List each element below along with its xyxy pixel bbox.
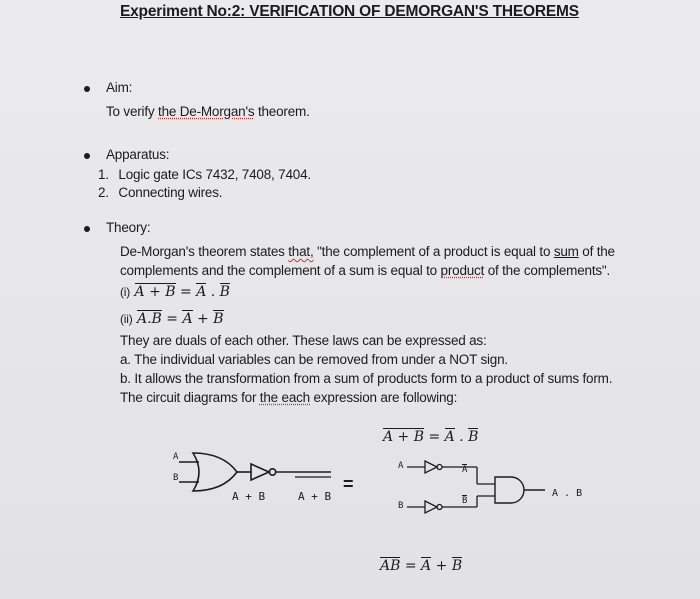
- diagram-heading-eq: =: [424, 429, 445, 445]
- theory-line-2: [120, 263, 610, 278]
- eq1-eq: =: [175, 284, 197, 300]
- eq1-r2: B: [219, 284, 230, 300]
- bullet-aim: [84, 86, 90, 92]
- apparatus-item-num: 2.: [98, 185, 109, 200]
- eq1-r1: A: [196, 284, 207, 300]
- page-title: Experiment No:2: VERIFICATION OF DEMORGAN'S THEOREMS: [120, 3, 579, 20]
- eq2-r2: B: [213, 311, 224, 327]
- diagram-heading-dot: .: [454, 429, 469, 445]
- theory-line-6: [120, 390, 457, 405]
- final-output-label: A . B: [552, 488, 583, 499]
- inverter-b-output-text: B: [462, 496, 468, 506]
- inverter-a-output-text: A: [462, 465, 468, 475]
- bottom-eq: =: [400, 558, 422, 574]
- diagram-heading-r2: B: [468, 429, 479, 445]
- theory-line2-c: of the complements".: [484, 263, 611, 278]
- bottom-plus: +: [431, 558, 452, 574]
- theory-heading: Theory:: [106, 220, 151, 235]
- inverter-a-output-label: [462, 465, 467, 475]
- eq2-label: (ii): [120, 312, 133, 326]
- not-gate-a: [407, 461, 495, 484]
- aim-text-suffix: theorem.: [254, 104, 310, 119]
- aim-text: [106, 104, 310, 119]
- not-gate: [251, 464, 331, 480]
- not-output-label: A + B: [298, 490, 332, 503]
- theory-line-3: They are duals of each other. These laws can be expressed as:: [120, 333, 487, 348]
- theory-line6-a: The circuit diagrams for: [120, 390, 260, 405]
- apparatus-item-1: [98, 167, 311, 182]
- theory-line6-b: the each: [259, 390, 310, 405]
- eq1-dot: .: [206, 284, 220, 300]
- inverter-b-output-label: [462, 496, 467, 506]
- diagram-heading-r1: A: [444, 429, 455, 445]
- theory-line2-b: product: [440, 263, 485, 278]
- apparatus-item-num: 1.: [98, 167, 109, 182]
- diagram-equals-sign: =: [343, 474, 354, 494]
- bottom-r1: A: [421, 558, 432, 574]
- eq1-label: (i): [120, 285, 131, 299]
- left-input-a-label: A: [173, 452, 179, 462]
- eq2-lhs: A.B: [136, 311, 162, 327]
- theory-line-5: b. It allows the transformation from a sum of products form to a product of sums form.: [120, 371, 613, 386]
- diagram-heading-equation: [383, 428, 478, 446]
- aim-text-prefix: To verify: [106, 104, 159, 119]
- eq2-r1: A: [182, 311, 193, 327]
- bullet-theory: [84, 226, 90, 232]
- equation-2: [120, 310, 224, 328]
- theory-line6-c: expression are following:: [310, 390, 458, 405]
- aim-heading: Aim:: [106, 80, 133, 95]
- right-input-b-label: B: [398, 501, 404, 511]
- theory-line2-a: complements and the complement of a sum is equal to: [120, 263, 441, 278]
- bottom-lhs: AB: [380, 558, 401, 574]
- bottom-r2: B: [451, 558, 463, 574]
- theory-line1-d: sum: [553, 244, 579, 259]
- apparatus-item-2: [98, 185, 222, 200]
- left-input-b-label: B: [173, 473, 179, 483]
- diagram-heading-lhs: A + B: [383, 429, 425, 445]
- apparatus-item-text: Connecting wires.: [118, 185, 223, 200]
- bullet-apparatus: [84, 153, 90, 159]
- eq2-eq: =: [161, 311, 183, 327]
- right-input-a-label: A: [398, 461, 404, 471]
- bottom-equation: [380, 557, 462, 575]
- or-gate: [179, 453, 251, 491]
- theory-line-1: [120, 244, 615, 259]
- not-gate-b: [407, 496, 495, 513]
- or-output-label: A + B: [232, 490, 266, 503]
- theory-line1-c: "the complement of a product is equal to: [313, 244, 554, 259]
- apparatus-heading: Apparatus:: [106, 147, 170, 162]
- theory-line1-e: of the: [578, 244, 615, 259]
- apparatus-item-text: Logic gate ICs 7432, 7408, 7404.: [118, 167, 311, 182]
- theory-line1-b: that,: [288, 244, 314, 259]
- theory-line1-a: De-Morgan's theorem states: [120, 244, 289, 259]
- eq1-lhs: A + B: [134, 284, 176, 300]
- theory-line-4: a. The individual variables can be removed from under a NOT sign.: [120, 352, 508, 367]
- aim-text-link: the De-Morgan's: [158, 104, 255, 119]
- circuit-or-not-diagram: [165, 445, 365, 515]
- equation-1: [120, 283, 230, 301]
- eq2-plus: +: [192, 311, 214, 327]
- and-gate: [495, 477, 545, 503]
